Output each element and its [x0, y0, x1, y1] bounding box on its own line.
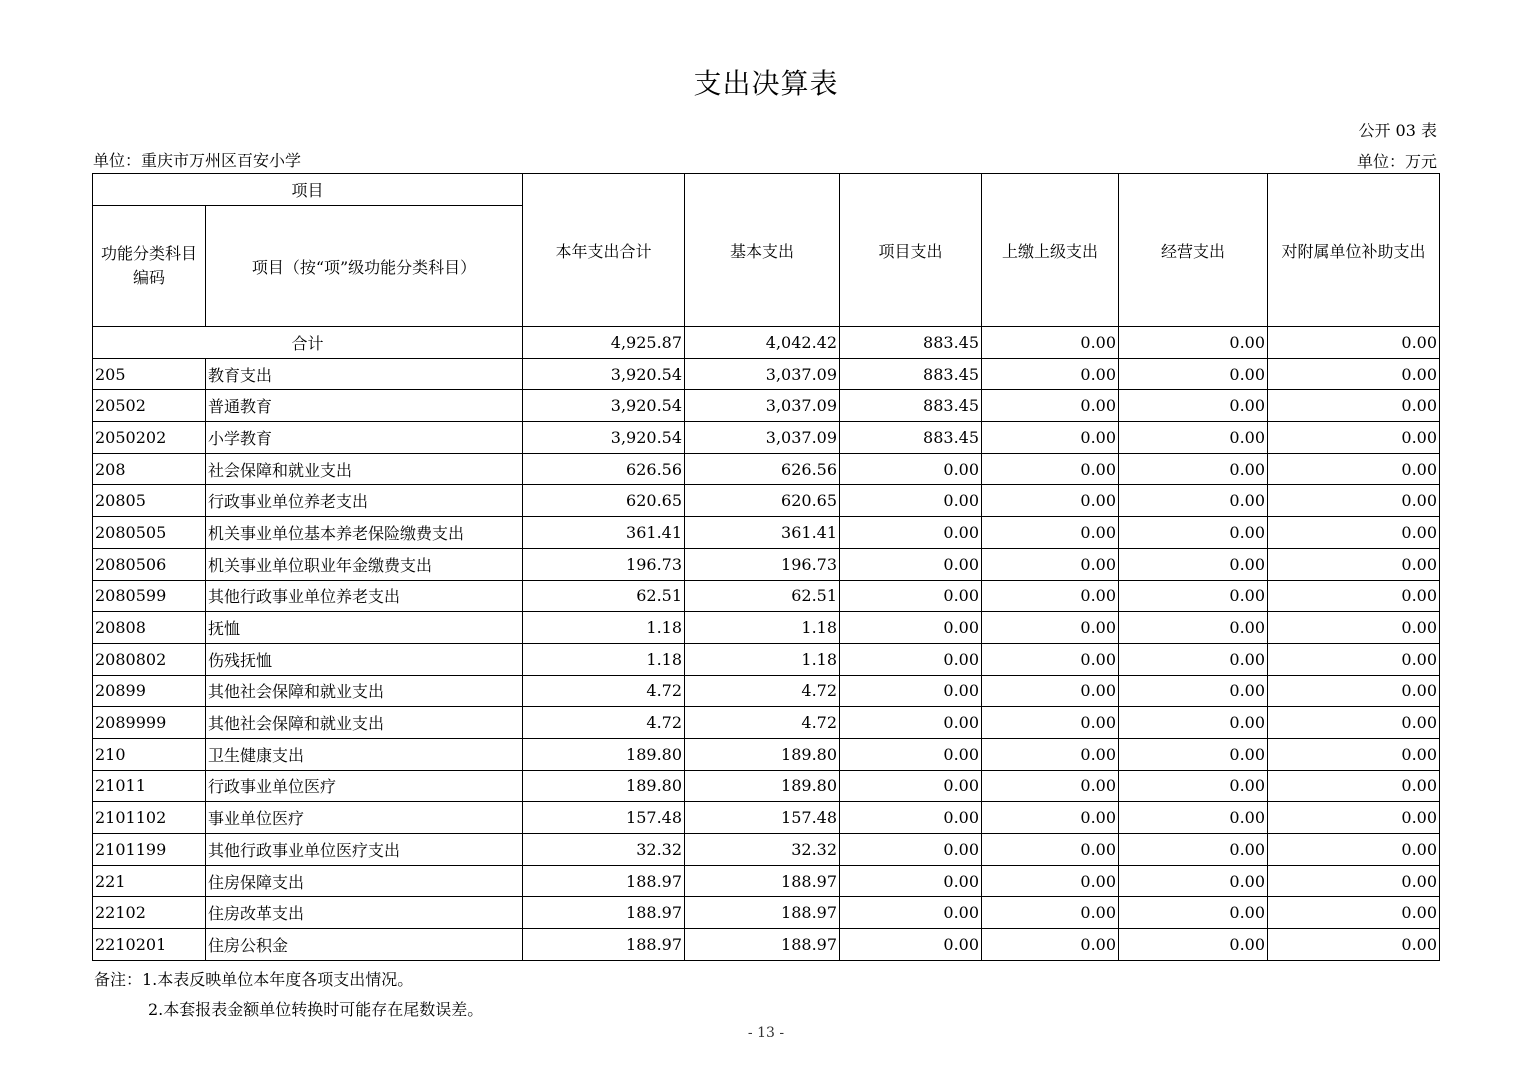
upper-cell: 0.00: [982, 485, 1119, 517]
basic-cell: 62.51: [685, 580, 840, 612]
project-cell: 0.00: [840, 834, 982, 866]
upper-cell: 0.00: [982, 675, 1119, 707]
code-cell: 20805: [93, 485, 206, 517]
upper-cell: 0.00: [982, 802, 1119, 834]
upper-cell: 0.00: [982, 548, 1119, 580]
name-cell: 住房改革支出: [206, 897, 523, 929]
basic-cell: 157.48: [685, 802, 840, 834]
upper-cell: 0.00: [982, 897, 1119, 929]
table-row: [93, 485, 1440, 517]
subsidy-cell: 0.00: [1268, 643, 1440, 675]
code-cell: 2101199: [93, 834, 206, 866]
subsidy-cell: 0.00: [1268, 897, 1440, 929]
subsidy-cell: 0.00: [1268, 580, 1440, 612]
basic-cell: 620.65: [685, 485, 840, 517]
subsidy-cell: 0.00: [1268, 612, 1440, 644]
reporting-unit: 单位：重庆市万州区百安小学: [93, 151, 302, 170]
name-cell: 机关事业单位职业年金缴费支出: [206, 548, 523, 580]
code-cell: 2089999: [93, 707, 206, 739]
table-row: [93, 707, 1440, 739]
code-cell: 2080599: [93, 580, 206, 612]
code-cell: 221: [93, 865, 206, 897]
table-row: [93, 358, 1440, 390]
note-line-1: 备注：1.本表反映单位本年度各项支出情况。: [94, 970, 414, 989]
subsidy-cell: 0.00: [1268, 485, 1440, 517]
total-label: 合计: [93, 327, 523, 359]
business-cell: 0.00: [1119, 802, 1268, 834]
business-cell: 0.00: [1119, 390, 1268, 422]
table-row: [93, 390, 1440, 422]
project-cell: 0.00: [840, 643, 982, 675]
table-row: [93, 517, 1440, 549]
total-cell: 188.97: [523, 929, 685, 961]
basic-cell: 188.97: [685, 865, 840, 897]
project-cell: 0.00: [840, 517, 982, 549]
business-cell: 0.00: [1119, 738, 1268, 770]
subsidy-cell: 0.00: [1268, 517, 1440, 549]
project-cell: 0.00: [840, 707, 982, 739]
total-cell: 188.97: [523, 897, 685, 929]
name-cell: 抚恤: [206, 612, 523, 644]
upper-cell: 0.00: [982, 834, 1119, 866]
total-cell: 1.18: [523, 612, 685, 644]
subsidy-cell: 0.00: [1268, 390, 1440, 422]
basic-cell: 189.80: [685, 738, 840, 770]
subsidy-cell: 0.00: [1268, 453, 1440, 485]
total-cell: 1.18: [523, 643, 685, 675]
subsidy-cell: 0.00: [1268, 865, 1440, 897]
project-cell: 0.00: [840, 548, 982, 580]
upper-cell: 0.00: [982, 517, 1119, 549]
total-cell: 157.48: [523, 802, 685, 834]
total-cell: 188.97: [523, 865, 685, 897]
upper-cell: 0.00: [982, 422, 1119, 454]
upper-cell: 0.00: [982, 580, 1119, 612]
project-cell: 0.00: [840, 738, 982, 770]
name-cell: 卫生健康支出: [206, 738, 523, 770]
project-cell: 0.00: [840, 770, 982, 802]
upper-cell: 0.00: [982, 865, 1119, 897]
business-cell: 0.00: [1119, 358, 1268, 390]
total-cell: 620.65: [523, 485, 685, 517]
table-row: [93, 453, 1440, 485]
page-title: 支出决算表: [693, 67, 839, 100]
total-cell: 3,920.54: [523, 358, 685, 390]
total-row: [93, 327, 1440, 359]
project-cell: 0.00: [840, 580, 982, 612]
name-cell: 普通教育: [206, 390, 523, 422]
name-cell: 其他社会保障和就业支出: [206, 675, 523, 707]
table-row: [93, 643, 1440, 675]
basic-cell: 188.97: [685, 929, 840, 961]
subsidy-cell: 0.00: [1268, 327, 1440, 359]
table-row: [93, 422, 1440, 454]
code-cell: 2080506: [93, 548, 206, 580]
basic-cell: 4.72: [685, 675, 840, 707]
header-upper: 上缴上级支出: [982, 174, 1119, 327]
name-cell: 其他社会保障和就业支出: [206, 707, 523, 739]
upper-cell: 0.00: [982, 707, 1119, 739]
expenditure-table: [92, 173, 1440, 961]
code-cell: 2210201: [93, 929, 206, 961]
name-cell: 伤残抚恤: [206, 643, 523, 675]
project-cell: 0.00: [840, 485, 982, 517]
business-cell: 0.00: [1119, 453, 1268, 485]
subsidy-cell: 0.00: [1268, 770, 1440, 802]
name-cell: 其他行政事业单位医疗支出: [206, 834, 523, 866]
total-cell: 3,920.54: [523, 422, 685, 454]
notes: [94, 965, 483, 1025]
subsidy-cell: 0.00: [1268, 707, 1440, 739]
subsidy-cell: 0.00: [1268, 738, 1440, 770]
basic-cell: 1.18: [685, 643, 840, 675]
name-cell: 行政事业单位医疗: [206, 770, 523, 802]
total-cell: 361.41: [523, 517, 685, 549]
business-cell: 0.00: [1119, 675, 1268, 707]
code-cell: 208: [93, 453, 206, 485]
project-cell: 0.00: [840, 453, 982, 485]
header-business: 经营支出: [1119, 174, 1268, 327]
business-cell: 0.00: [1119, 485, 1268, 517]
upper-cell: 0.00: [982, 327, 1119, 359]
upper-cell: 0.00: [982, 929, 1119, 961]
code-cell: 20899: [93, 675, 206, 707]
code-cell: 2080802: [93, 643, 206, 675]
header-item-group: 项目: [93, 174, 523, 206]
header-basic: 基本支出: [685, 174, 840, 327]
code-cell: 20502: [93, 390, 206, 422]
subsidy-cell: 0.00: [1268, 675, 1440, 707]
project-cell: 0.00: [840, 612, 982, 644]
header-subsidy: 对附属单位补助支出: [1268, 174, 1440, 327]
basic-cell: 626.56: [685, 453, 840, 485]
business-cell: 0.00: [1119, 897, 1268, 929]
upper-cell: 0.00: [982, 453, 1119, 485]
table-row: [93, 738, 1440, 770]
basic-cell: 188.97: [685, 897, 840, 929]
currency-unit: 单位：万元: [1356, 152, 1437, 171]
table-row: [93, 929, 1440, 961]
business-cell: 0.00: [1119, 707, 1268, 739]
project-cell: 0.00: [840, 865, 982, 897]
total-cell: 4.72: [523, 675, 685, 707]
basic-cell: 3,037.09: [685, 390, 840, 422]
business-cell: 0.00: [1119, 517, 1268, 549]
code-cell: 2101102: [93, 802, 206, 834]
name-cell: 社会保障和就业支出: [206, 453, 523, 485]
basic-cell: 32.32: [685, 834, 840, 866]
basic-cell: 196.73: [685, 548, 840, 580]
total-cell: 32.32: [523, 834, 685, 866]
business-cell: 0.00: [1119, 612, 1268, 644]
table-row: [93, 770, 1440, 802]
basic-cell: 4,042.42: [685, 327, 840, 359]
business-cell: 0.00: [1119, 580, 1268, 612]
business-cell: 0.00: [1119, 770, 1268, 802]
total-cell: 4.72: [523, 707, 685, 739]
project-cell: 0.00: [840, 802, 982, 834]
code-cell: 2080505: [93, 517, 206, 549]
business-cell: 0.00: [1119, 548, 1268, 580]
subsidy-cell: 0.00: [1268, 929, 1440, 961]
table-row: [93, 802, 1440, 834]
code-cell: 20808: [93, 612, 206, 644]
code-cell: 2050202: [93, 422, 206, 454]
project-cell: 0.00: [840, 929, 982, 961]
project-cell: 883.45: [840, 390, 982, 422]
total-cell: 189.80: [523, 738, 685, 770]
basic-cell: 4.72: [685, 707, 840, 739]
subsidy-cell: 0.00: [1268, 834, 1440, 866]
subsidy-cell: 0.00: [1268, 548, 1440, 580]
business-cell: 0.00: [1119, 422, 1268, 454]
basic-cell: 189.80: [685, 770, 840, 802]
total-cell: 196.73: [523, 548, 685, 580]
code-cell: 205: [93, 358, 206, 390]
total-cell: 189.80: [523, 770, 685, 802]
basic-cell: 3,037.09: [685, 422, 840, 454]
upper-cell: 0.00: [982, 738, 1119, 770]
upper-cell: 0.00: [982, 643, 1119, 675]
name-cell: 教育支出: [206, 358, 523, 390]
project-cell: 883.45: [840, 358, 982, 390]
project-cell: 0.00: [840, 897, 982, 929]
header-code: 功能分类科目编码: [93, 206, 206, 327]
code-cell: 22102: [93, 897, 206, 929]
business-cell: 0.00: [1119, 643, 1268, 675]
name-cell: 机关事业单位基本养老保险缴费支出: [206, 517, 523, 549]
upper-cell: 0.00: [982, 358, 1119, 390]
total-cell: 3,920.54: [523, 390, 685, 422]
project-cell: 0.00: [840, 675, 982, 707]
table-row: [93, 612, 1440, 644]
table-row: [93, 897, 1440, 929]
project-cell: 883.45: [840, 327, 982, 359]
code-cell: 21011: [93, 770, 206, 802]
subsidy-cell: 0.00: [1268, 802, 1440, 834]
business-cell: 0.00: [1119, 834, 1268, 866]
table-row: [93, 548, 1440, 580]
page-number: - 13 -: [747, 1025, 785, 1041]
upper-cell: 0.00: [982, 390, 1119, 422]
name-cell: 小学教育: [206, 422, 523, 454]
upper-cell: 0.00: [982, 612, 1119, 644]
business-cell: 0.00: [1119, 327, 1268, 359]
business-cell: 0.00: [1119, 929, 1268, 961]
project-cell: 883.45: [840, 422, 982, 454]
business-cell: 0.00: [1119, 865, 1268, 897]
name-cell: 行政事业单位养老支出: [206, 485, 523, 517]
upper-cell: 0.00: [982, 770, 1119, 802]
header-project: 项目支出: [840, 174, 982, 327]
header-name: 项目（按“项”级功能分类科目）: [206, 206, 523, 327]
name-cell: 事业单位医疗: [206, 802, 523, 834]
form-number: 公开 03 表: [1358, 121, 1437, 140]
total-cell: 4,925.87: [523, 327, 685, 359]
table-row: [93, 580, 1440, 612]
table-row: [93, 865, 1440, 897]
name-cell: 住房公积金: [206, 929, 523, 961]
basic-cell: 361.41: [685, 517, 840, 549]
name-cell: 住房保障支出: [206, 865, 523, 897]
subsidy-cell: 0.00: [1268, 358, 1440, 390]
header-total: 本年支出合计: [523, 174, 685, 327]
total-cell: 62.51: [523, 580, 685, 612]
basic-cell: 1.18: [685, 612, 840, 644]
total-cell: 626.56: [523, 453, 685, 485]
subsidy-cell: 0.00: [1268, 422, 1440, 454]
table-row: [93, 675, 1440, 707]
basic-cell: 3,037.09: [685, 358, 840, 390]
code-cell: 210: [93, 738, 206, 770]
name-cell: 其他行政事业单位养老支出: [206, 580, 523, 612]
note-line-2: 2.本套报表金额单位转换时可能存在尾数误差。: [148, 1000, 484, 1019]
table-row: [93, 834, 1440, 866]
